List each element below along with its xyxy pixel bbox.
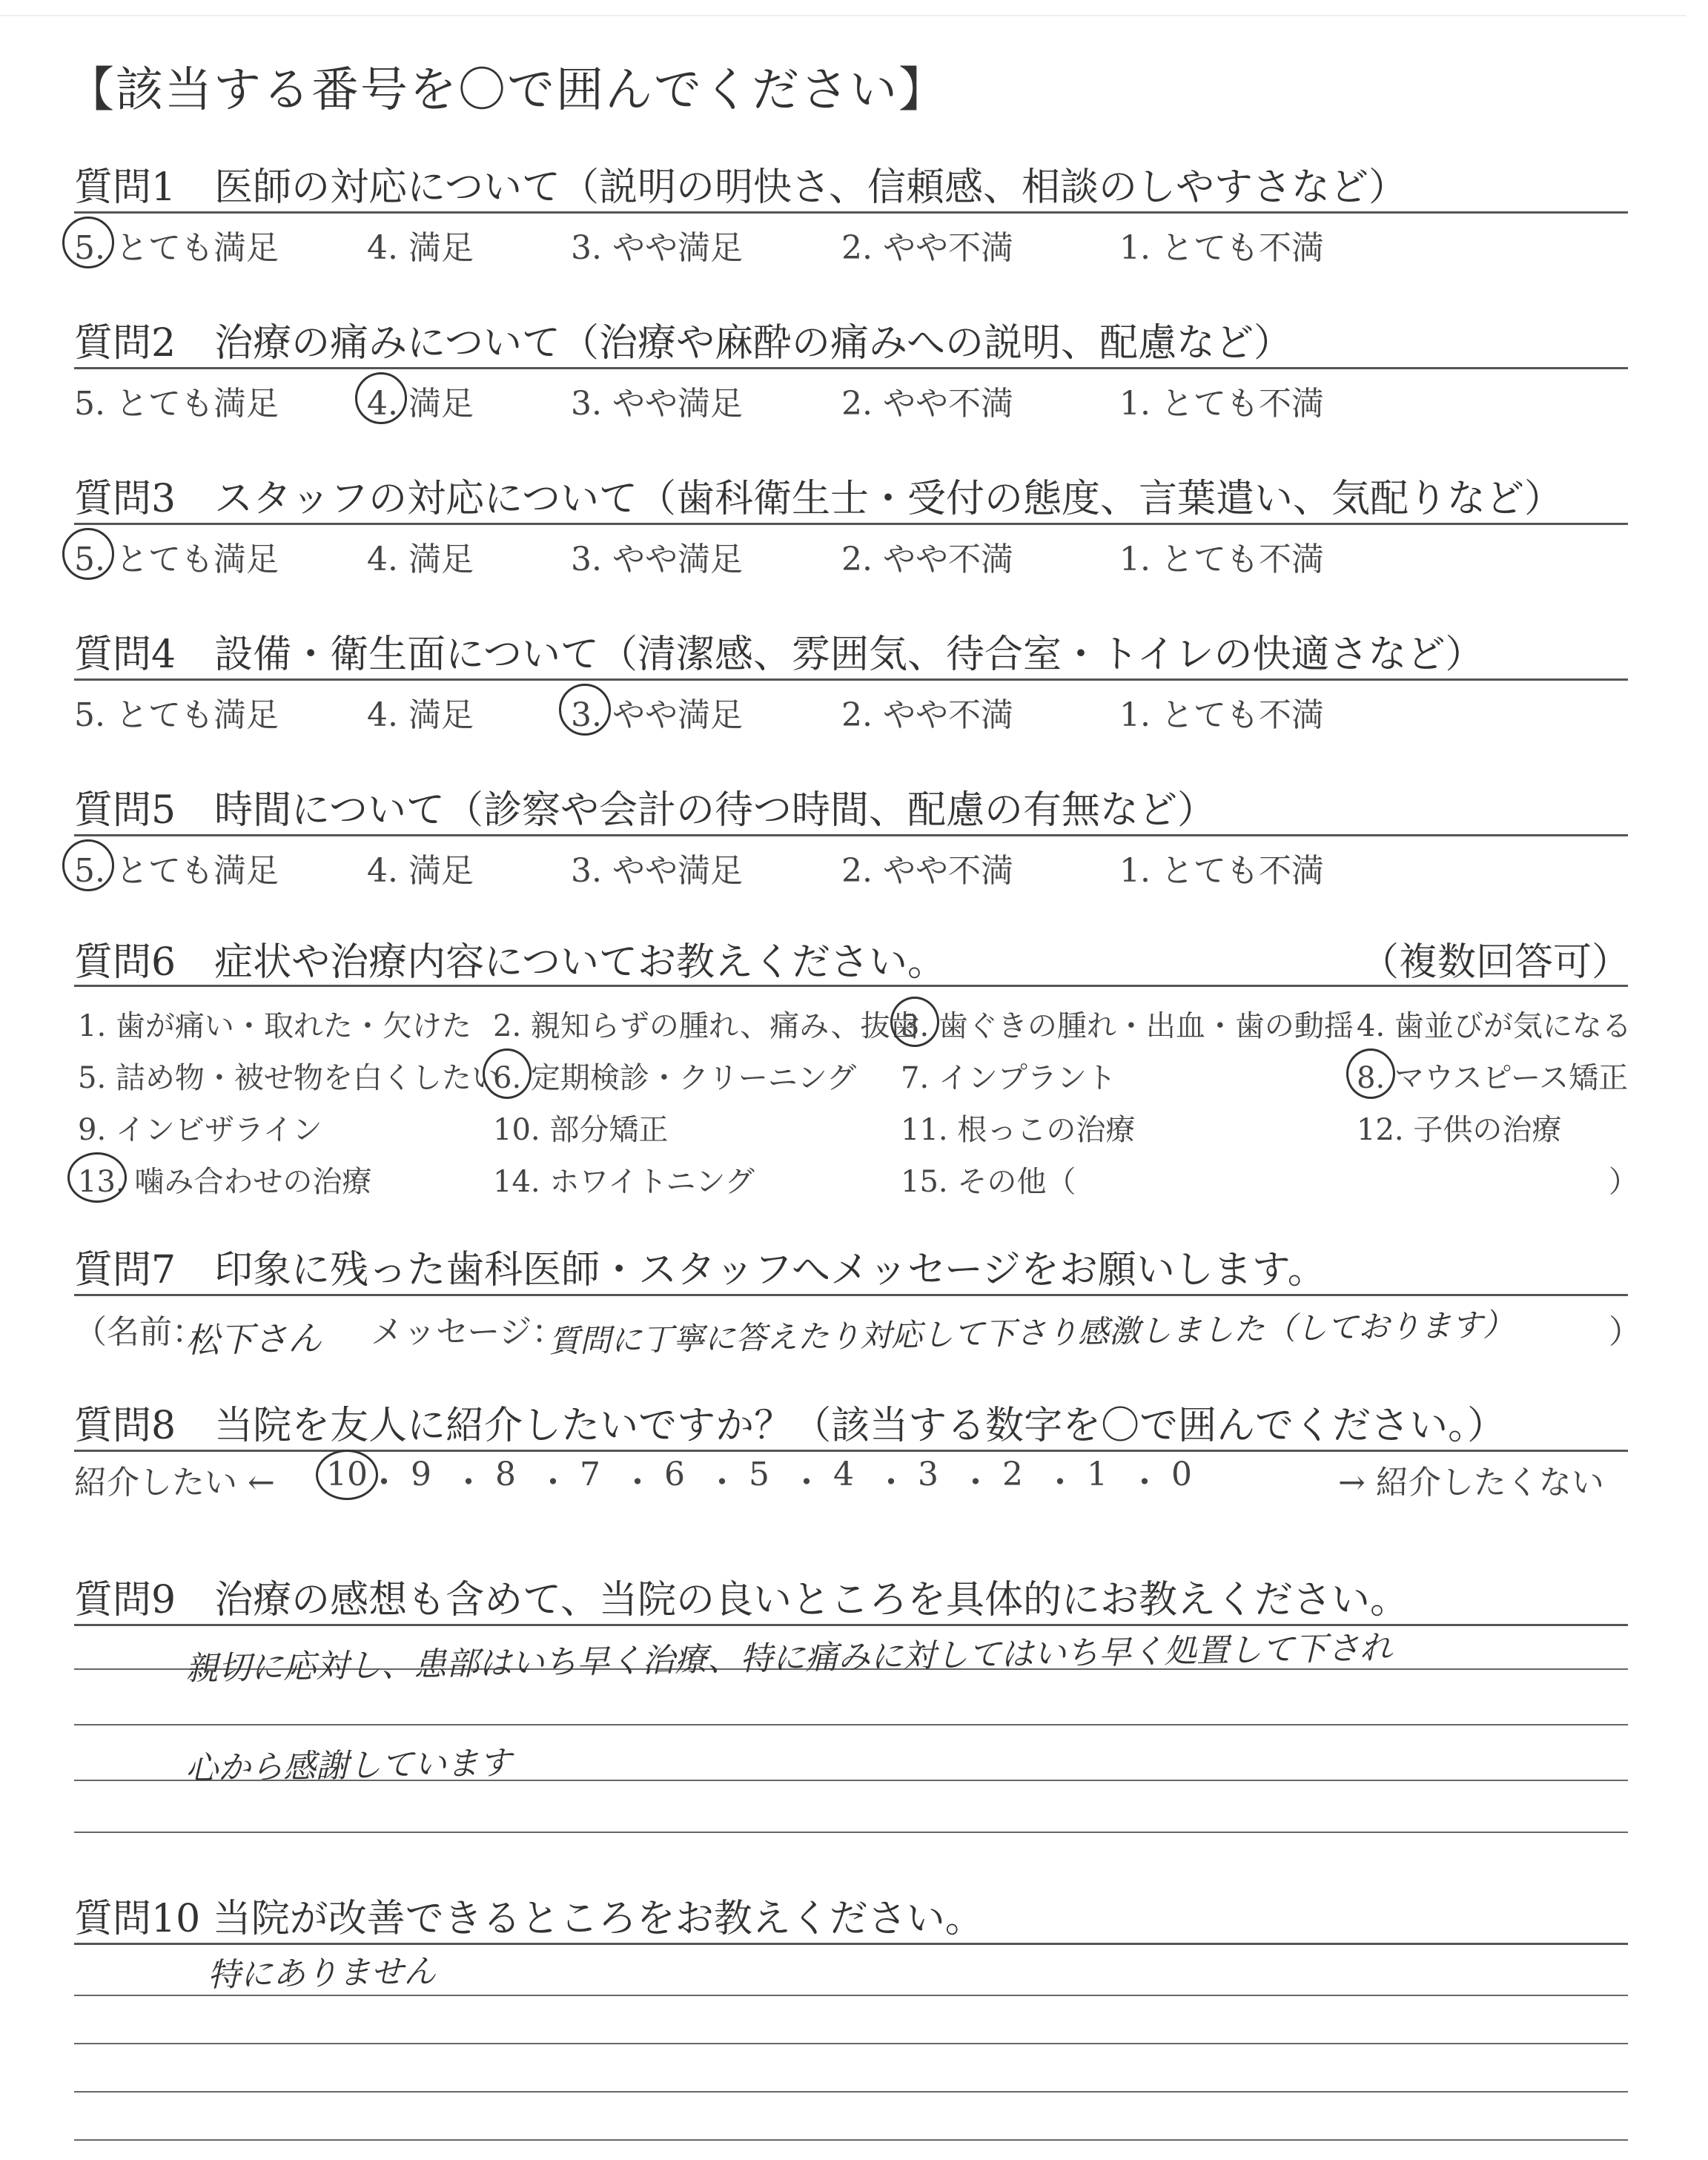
question-title: 質問10 当院が改善できるところをお教えください。 [74,1897,984,1941]
name-label: （名前： [74,1313,205,1351]
treatment-option[interactable]: 6. 定期検診・クリーニング [493,1061,857,1095]
rating-option[interactable]: 3. やや満足 [571,852,743,890]
question-title: 質問2 治療の痛みについて（治療や麻酔の痛みへの説明、配慮など） [74,321,1293,366]
treatment-option[interactable]: 15. その他（ [901,1165,1076,1199]
recommend-right-label: → 紹介したくない [1338,1464,1604,1502]
selection-circle [62,839,114,891]
question-title: 質問3 スタッフの対応について（歯科衛生士・受付の態度、言葉遣い、気配りなど） [74,477,1563,521]
selection-circle [62,528,114,580]
rating-option[interactable]: 3. やや満足 [571,385,743,423]
scale-separator: ・ [368,1464,400,1502]
selection-circle [67,1152,127,1203]
treatment-option[interactable]: 7. インプラント [901,1061,1116,1095]
scale-number[interactable]: 10 [326,1456,368,1493]
answer-handwritten: 特にありません [207,1952,437,1995]
treatment-option[interactable]: 2. 親知らずの腫れ、痛み、抜歯 [493,1009,920,1043]
answer-handwritten: 親切に応対し、患部はいち早く治療、特に痛みに対してはいち早く処置して下され [185,1628,1393,1688]
page-header: 【該当する番号を〇で囲んでください】 [67,63,947,118]
question-title: 質問7 印象に残った歯科医師・スタッフへメッセージをお願いします。 [74,1248,1326,1292]
rating-option[interactable]: 5. とても満足 [74,696,279,734]
question-rule [74,367,1628,369]
rating-option[interactable]: 4. 満足 [367,696,474,734]
selection-circle [355,372,407,424]
rating-option[interactable]: 5. とても満足 [74,385,279,423]
question-rule [74,834,1628,836]
scale-separator: ・ [790,1464,823,1502]
scale-number[interactable]: 2 [1002,1456,1023,1493]
rating-option[interactable]: 1. とても不満 [1119,852,1324,890]
question-rule [74,1943,1628,1945]
treatment-option[interactable]: 13. 噛み合わせの治療 [78,1165,372,1199]
treatment-option[interactable]: 8. マウスピース矯正 [1357,1061,1629,1095]
selection-circle [559,684,611,736]
scale-separator: ・ [537,1464,569,1502]
rating-option[interactable]: 3. やや満足 [571,229,743,267]
answer-line [74,2091,1628,2093]
scale-number[interactable]: 7 [580,1456,600,1493]
recommend-left-label: 紹介したい ← [74,1464,275,1502]
treatment-option[interactable]: 10. 部分矯正 [493,1113,669,1147]
rating-option[interactable]: 1. とても不満 [1119,229,1324,267]
multi-answer-note: （複数回答可） [1360,940,1631,985]
question-title: 質問6 症状や治療内容についてお教えください。 [74,940,947,985]
rating-option[interactable]: 1. とても不満 [1119,696,1324,734]
question-rule [74,1294,1628,1296]
scale-number[interactable]: 0 [1171,1456,1192,1493]
scale-number[interactable]: 8 [495,1456,516,1493]
rating-option[interactable]: 1. とても不満 [1119,385,1324,423]
question-title: 質問4 設備・衛生面について（清潔感、雰囲気、待合室・トイレの快適さなど） [74,633,1484,677]
question-rule [74,211,1628,214]
treatment-option[interactable]: ） [1609,1165,1638,1199]
question-title: 質問9 治療の感想も含めて、当院の良いところを具体的にお教えください。 [74,1578,1409,1622]
scale-separator: ・ [959,1464,992,1502]
scale-number[interactable]: 3 [918,1456,939,1493]
scale-number[interactable]: 5 [749,1456,769,1493]
rating-option[interactable]: 3. やや満足 [571,696,743,734]
scale-separator: ・ [875,1464,907,1502]
selection-circle [1346,1048,1395,1099]
message-label: メッセージ： [371,1313,565,1351]
rating-option[interactable]: 2. やや不満 [841,229,1013,267]
rating-option[interactable]: 4. 満足 [367,385,474,423]
answer-line [74,2043,1628,2044]
scale-separator: ・ [706,1464,738,1502]
scale-number[interactable]: 1 [1087,1456,1108,1493]
question-title: 質問8 当院を友人に紹介したいですか？（該当する数字を〇で囲んでください。） [74,1404,1506,1448]
top-edge-line [0,15,1686,16]
selection-circle [62,217,114,268]
question-title: 質問1 医師の対応について（説明の明快さ、信頼感、相談のしやすさなど） [74,165,1407,210]
name-handwritten: 松下さん [185,1318,322,1361]
question-title: 質問5 時間について（診察や会計の待つ時間、配慮の有無など） [74,788,1217,833]
question-rule [74,678,1628,681]
question-rule [74,523,1628,525]
treatment-option[interactable]: 12. 子供の治療 [1357,1113,1562,1147]
answer-line [74,1995,1628,1996]
answer-line [74,1724,1628,1725]
message-handwritten: 質問に丁寧に答えたり対応して下さり感激しました（しております） [548,1306,1515,1360]
rating-option[interactable]: 4. 満足 [367,229,474,267]
scale-number[interactable]: 4 [833,1456,854,1493]
rating-option[interactable]: 2. やや不満 [841,541,1013,578]
scale-separator: ・ [621,1464,654,1502]
question-rule [74,1450,1628,1452]
rating-option[interactable]: 2. やや不満 [841,852,1013,890]
scale-separator: ・ [1128,1464,1161,1502]
scale-number[interactable]: 6 [664,1456,685,1493]
rating-option[interactable]: 2. やや不満 [841,385,1013,423]
answer-line [74,2139,1628,2141]
rating-option[interactable]: 5. とても満足 [74,852,279,890]
treatment-option[interactable]: 5. 詰め物・被せ物を白くしたい [78,1061,501,1095]
answer-line [74,1832,1628,1833]
treatment-option[interactable]: 14. ホワイトニング [493,1165,755,1199]
question-rule [74,985,1628,987]
rating-option[interactable]: 4. 満足 [367,541,474,578]
rating-option[interactable]: 4. 満足 [367,852,474,890]
scale-number[interactable]: 9 [411,1456,431,1493]
scale-separator: ・ [452,1464,485,1502]
selection-circle [890,997,939,1047]
rating-option[interactable]: 3. やや満足 [571,541,743,578]
rating-option[interactable]: 2. やや不満 [841,696,1013,734]
scale-separator: ・ [1044,1464,1076,1502]
treatment-option[interactable]: 9. インビザライン [78,1113,322,1147]
treatment-option[interactable]: 4. 歯並びが気になる [1357,1009,1632,1043]
treatment-option[interactable]: 1. 歯が痛い・取れた・欠けた [78,1009,471,1043]
rating-option[interactable]: 5. とても満足 [74,541,279,578]
treatment-option[interactable]: 11. 根っこの治療 [901,1113,1136,1147]
rating-option[interactable]: 1. とても不満 [1119,541,1324,578]
message-close: ） [1609,1313,1641,1351]
rating-option[interactable]: 5. とても満足 [74,229,279,267]
selection-circle [483,1048,532,1099]
answer-handwritten: 心から感謝しています [185,1744,512,1788]
question-rule [74,1624,1628,1626]
treatment-option[interactable]: 3. 歯ぐきの腫れ・出血・歯の動揺 [901,1009,1354,1043]
